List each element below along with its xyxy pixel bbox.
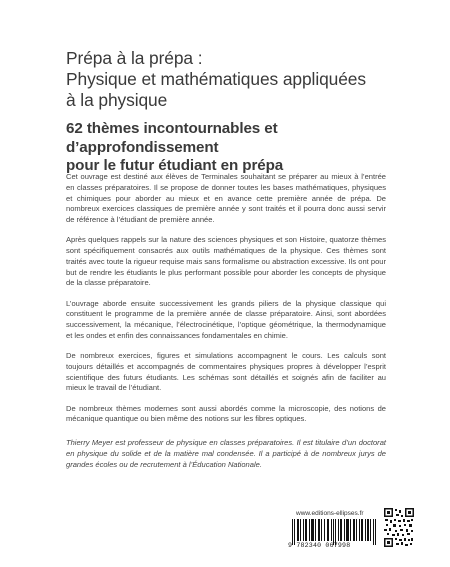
paragraph-physics-pillars: L’ouvrage aborde ensuite successivement les grands piliers de la physique classique qui constituent le programme de la première année de classe préparatoire. Ainsi, sont abordées successivement, la mécanique, l’électrocinétique, l’optique géométrique, la thermodynamique et les ondes et enfin des connaissances fondamentales en chimie. [66, 298, 386, 340]
title-line-1: Prépa à la prépa : [66, 48, 203, 68]
description [66, 172, 386, 480]
title-line-2: Physique et mathématiques appliquées [66, 69, 366, 89]
paragraph-intro: Cet ouvrage est destiné aux élèves de Terminales souhaitant se préparer au mieux à l’entrée en classes préparatoires. Il se propose de donner toutes les bases mathématiques, physiques et chimiques pour aborder au mieux et en avance cette première année de prépa. De nombreux exercices classiques de première année y sont traités et il pourra donc aussi servir de référence à l’étudiant de première année. [66, 172, 386, 224]
author-note: Thierry Meyer est professeur de physique en classes préparatoires. Il est titulaire d’un doctorat en physique du solide et de la matière mal condensée. Il a participé à de nombreux jurys de grandes écoles ou de recrutement à l’Éducation Nationale. [66, 438, 386, 469]
qr-code-icon [384, 508, 414, 547]
subtitle-line-2: pour le futur étudiant en prépa [66, 157, 284, 174]
paragraph-exercises: De nombreux exercices, figures et simulations accompagnent le cours. Les calculs sont toujours détaillés et accompagnés de commentaires physiques propres à développer l’esprit scientifique des futurs étudiants. Les schémas sont détaillés et soignés afin de faciliter au mieux le travail de l’étudiant. [66, 351, 386, 393]
book-title [66, 48, 416, 111]
isbn-digits: 9 782340 067998 [288, 542, 351, 549]
book-subtitle [66, 120, 416, 176]
subtitle-line-1: 62 thèmes incontournables et d’approfondissement [66, 120, 278, 156]
title-line-3: à la physique [66, 90, 168, 110]
paragraph-math-tools: Après quelques rappels sur la nature des sciences physiques et son Histoire, quatorze thèmes sont spécifiquement consacrés aux outils mathématiques de la physique. Ces thèmes sont traités avec toute la rigueur requise mais sans formalisme ou abstraction excessive. Ils ont pour but de rendre les étudiants le plus performant possible pour aborder les concepts de physique de la classe préparatoire. [66, 235, 386, 288]
publisher-website: www.editions-ellipses.fr [296, 510, 364, 517]
paragraph-modern-topics: De nombreux thèmes modernes sont aussi abordés comme la microscopie, des notions de mécanique quantique ou bien même des notions sur les fibres optiques. [66, 403, 386, 424]
